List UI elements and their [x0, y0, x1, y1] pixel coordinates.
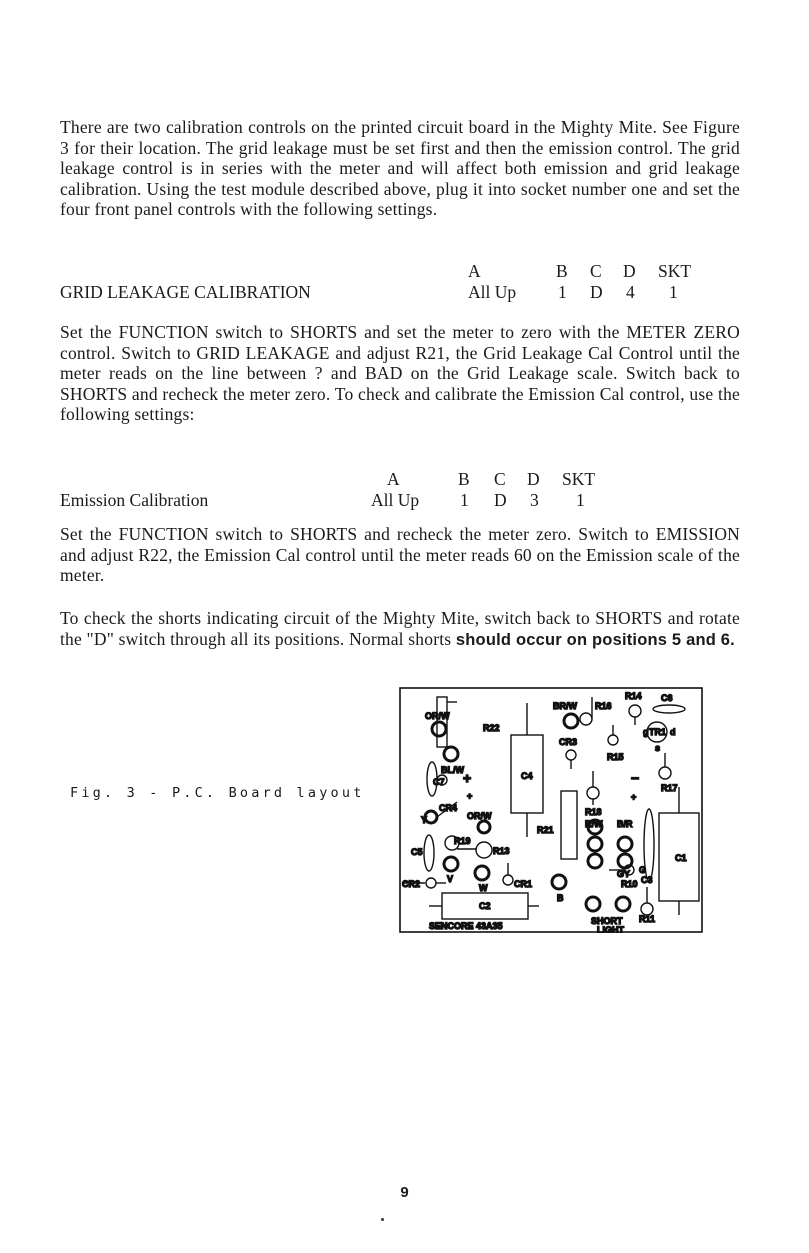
pad-br-w [564, 714, 578, 728]
label-r10: R10 [621, 879, 638, 889]
cr3-component [566, 750, 576, 760]
label-r18: R18 [585, 807, 602, 817]
settings-value-c: D [494, 490, 507, 510]
label-sencore: SENCORE 43A35 [429, 921, 503, 931]
label-w: W [479, 883, 488, 893]
settings-header-skt: SKT [562, 469, 596, 489]
label-bl-w: BL/W [441, 765, 464, 775]
settings-value-a: All Up [371, 490, 420, 510]
label-or-w-mid: OR/W [467, 811, 492, 821]
label-r16: R16 [595, 701, 612, 711]
settings-header-b: B [458, 469, 470, 489]
r13-component [476, 842, 492, 858]
emission-settings-table [0, 469, 809, 514]
settings-value-b: 1 [558, 282, 567, 302]
cr2-component [426, 878, 436, 888]
label-cr2: CR2 [402, 879, 421, 889]
label-r11: R11 [639, 914, 656, 924]
settings-header-b: B [556, 261, 568, 281]
emission-paragraph: Set the FUNCTION switch to SHORTS and recheck the meter zero. Switch to EMISSION and adjust R22, the Emission Cal control until the meter reads 60 on the Emission scale of the meter. [60, 524, 740, 586]
settings-value-d: 4 [626, 282, 635, 302]
pad-or-w-mid [478, 821, 490, 833]
pad-or-w [432, 722, 446, 736]
r15-component [608, 735, 618, 745]
grid-leakage-settings-table [0, 261, 809, 306]
label-y: Y [421, 815, 428, 825]
label-g: G [639, 865, 647, 875]
pad-v [444, 857, 458, 871]
settings-header-d: D [623, 261, 636, 281]
intro-paragraph: There are two calibration controls on the printed circuit board in the Mighty Mite. See Figure 3 for their location. The grid leakage must be set first and then the emission control. The grid leakage control is in series with the meter and will affect both emission and grid leakage calibration. Using the test module described above, plug it into socket number one and set the four front panel controls with the following settings. [60, 117, 740, 220]
settings-label: GRID LEAKAGE CALIBRATION [60, 282, 311, 302]
settings-header-c: C [494, 469, 506, 489]
label-c1: C1 [675, 853, 687, 863]
label-r17: R17 [661, 783, 678, 793]
settings-label: Emission Calibration [60, 490, 209, 510]
label-v: V [447, 874, 454, 884]
label-r19: R19 [454, 836, 471, 846]
pad-short-light-2 [616, 897, 630, 911]
settings-value-a: All Up [468, 282, 517, 302]
grid-leakage-paragraph: Set the FUNCTION switch to SHORTS and set the meter to zero with the METER ZERO control. Switch to GRID LEAKAGE and adjust R21, the Grid Leakage Cal Control until the meter reads on the line between ? and BAD on the Grid Leakage scale. Switch back to SHORTS and recheck the meter zero. To check and calibrate the Emission Cal control, use the following settings: [60, 322, 740, 425]
label-c6: C6 [661, 693, 673, 703]
label-d: d [670, 727, 676, 737]
pad-r-w-2 [588, 837, 602, 851]
label-r-w: R/W [585, 819, 603, 829]
page-number: 9 [400, 1184, 409, 1201]
label-gy: GY [617, 869, 631, 879]
settings-value-d: 3 [530, 490, 539, 510]
pad-short-light-1 [586, 897, 600, 911]
label-br-w: BR/W [553, 701, 577, 711]
r14-component [629, 705, 641, 717]
label-plus-1: + [463, 770, 472, 786]
label-g-small: g [643, 727, 649, 737]
shorts-paragraph-bold-text: should occur on positions 5 and 6. [455, 630, 735, 649]
settings-header-a: A [387, 469, 400, 489]
label-b-r: B/R [617, 819, 633, 829]
label-plus-2: + [467, 791, 473, 801]
settings-header-a: A [468, 261, 481, 281]
pad-b [552, 875, 566, 889]
cr1-component [503, 875, 513, 885]
label-or-w: OR/W [425, 711, 450, 721]
label-c2: C2 [479, 901, 491, 911]
r17-component [659, 767, 671, 779]
shorts-paragraph [60, 608, 740, 650]
r18-component [587, 787, 599, 799]
figure-caption: Fig. 3 - P.C. Board layout [70, 785, 365, 801]
label-cr3: CR3 [559, 737, 578, 747]
label-short: SHORT [591, 916, 623, 926]
label-s: s [655, 743, 661, 753]
settings-value-skt: 1 [669, 282, 678, 302]
label-r13: R13 [493, 846, 510, 856]
label-c3: C3 [641, 875, 653, 885]
r21-component [561, 791, 577, 859]
label-plus-3: + [631, 792, 637, 802]
label-cr4: CR4 [439, 803, 458, 813]
pad-r-w-3 [588, 854, 602, 868]
c5-component [424, 835, 434, 871]
c6-component [653, 705, 685, 713]
settings-header-c: C [590, 261, 602, 281]
settings-header-d: D [527, 469, 540, 489]
label-r21: R21 [537, 825, 554, 835]
settings-value-skt: 1 [576, 490, 585, 510]
label-r22: R22 [483, 723, 500, 733]
label-c5: C5 [411, 847, 423, 857]
pc-board-layout-figure [399, 687, 703, 933]
label-b: B [557, 893, 564, 903]
shorts-paragraph-text: To check the shorts indicating circuit of the Mighty Mite, switch back to SHORTS and rotate the "D" switch through all its positions. Normal shorts [60, 608, 740, 649]
settings-value-c: D [590, 282, 603, 302]
label-tr1: TR1 [649, 727, 667, 737]
pad-w [475, 866, 489, 880]
settings-value-b: 1 [460, 490, 469, 510]
pad-bl-w [444, 747, 458, 761]
r16-component [580, 713, 592, 725]
label-r15: R15 [607, 752, 624, 762]
label-cr1: CR1 [514, 879, 533, 889]
page-mark [381, 1218, 384, 1221]
label-c4: C4 [521, 771, 533, 781]
settings-header-skt: SKT [658, 261, 692, 281]
pad-b-r-2 [618, 854, 632, 868]
label-r14: R14 [625, 691, 642, 701]
pad-b-r-1 [618, 837, 632, 851]
label-light: LIGHT [597, 925, 624, 933]
label-minus: − [631, 770, 640, 786]
label-c7: C7 [433, 777, 445, 787]
